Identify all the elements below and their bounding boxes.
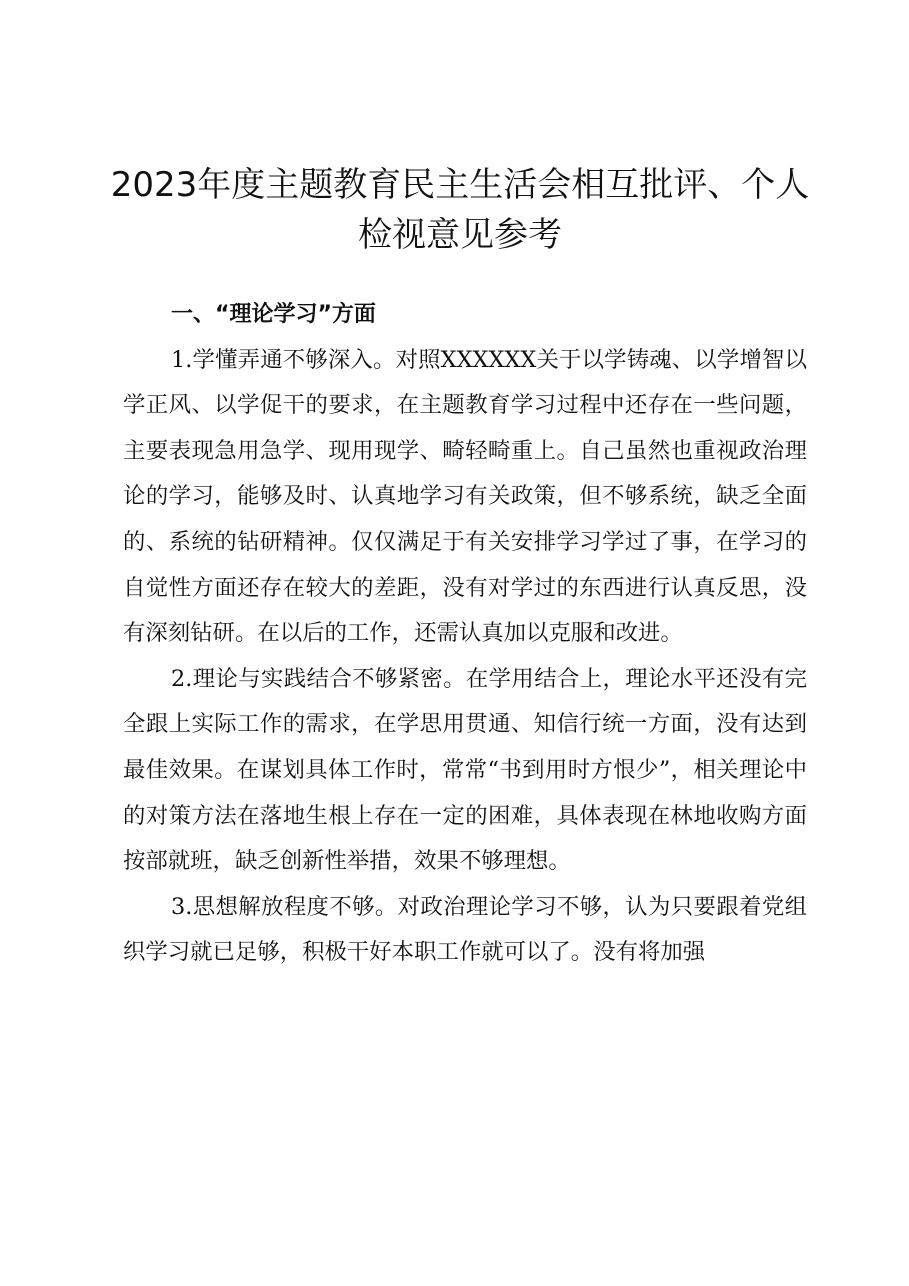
- document-title: [110, 160, 810, 260]
- title-line-2: 检视意见参考: [358, 215, 562, 255]
- paragraph-2: 2.理论与实践结合不够紧密。在学用结合上，理论水平还没有完全跟上实际工作的需求，在学思用贯通、知信行统一方面，没有达到最佳效果。在谋划具体工作时，常常“书到用时方恨少”，相关理论中的对策方法在落地生根上存在一定的困难，具体表现在林地收购方面按部就班，缺乏创新性举措，效果不够理想。: [123, 665, 807, 875]
- document-body: [123, 292, 807, 976]
- paragraph-3: 3.思想解放程度不够。对政治理论学习不够，认为只要跟着党组织学习就已足够，积极干好本职工作就可以了。没有将加强: [123, 893, 807, 966]
- title-line-1: 2023年度主题教育民主生活会相互批评、个人: [110, 165, 810, 205]
- section-heading: 一、“理论学习”方面: [171, 302, 376, 327]
- paragraph-1: 1.学懂弄通不够深入。对照XXXXXX关于以学铸魂、以学增智以学正风、以学促干的要求，在主题教育学习过程中还存在一些问题，主要表现急用急学、现用现学、畸轻畸重上。自己虽然也重视政治理论的学习，能够及时、认真地学习有关政策，但不够系统，缺乏全面的、系统的钻研精神。仅仅满足于有关安排学习学过了事，在学习的自觉性方面还存在较大的差距，没有对学过的东西进行认真反思，没有深刻钻研。在以后的工作，还需认真加以克服和改进。: [123, 346, 807, 647]
